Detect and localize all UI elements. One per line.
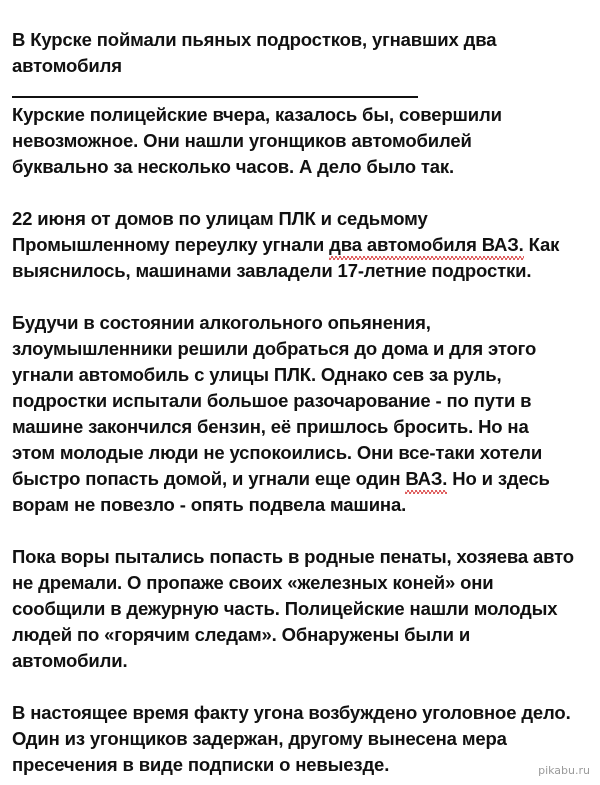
text-segment: Промышленному переулку угнали [12, 234, 330, 255]
paragraph-line [12, 232, 592, 258]
paragraph-line: Пока воры пытались попасть в родные пенаты, хозяева авто [12, 546, 574, 567]
site-watermark: pikabu.ru [538, 764, 590, 777]
paragraph-line: подростки испытали большое разочарование - по пути в [12, 390, 532, 411]
paragraph-line: пресечения в виде подписки о невыезде. [12, 754, 390, 775]
article-title [12, 27, 592, 79]
text-segment: Как [523, 234, 560, 255]
paragraph-line: невозможное. Они нашли угонщиков автомобилей [12, 130, 472, 151]
spellcheck-marked-text: ВАЗ. [405, 466, 447, 492]
paragraph-intro [12, 102, 592, 180]
paragraph-line: угнали автомобиль с улицы ПЛК. Однако сев за руль, [12, 364, 502, 385]
text-segment: быстро попасть домой, и угнали еще один [12, 468, 406, 489]
paragraph-line: сообщили в дежурную часть. Полицейские нашли молодых [12, 598, 558, 619]
title-line: автомобиля [12, 55, 122, 76]
paragraph-details [12, 310, 592, 518]
paragraph-line: людей по «горячим следам». Обнаружены были и [12, 624, 471, 645]
title-line: В Курске поймали пьяных подростков, угнавших два [12, 29, 497, 50]
paragraph-line: В настоящее время факту угона возбуждено уголовное дело. [12, 702, 571, 723]
paragraph-theft [12, 206, 592, 284]
paragraph-line: этом молодые люди не успокоились. Они все-таки хотели [12, 442, 543, 463]
paragraph-line: машине закончился бензин, её пришлось бросить. Но на [12, 416, 529, 437]
paragraph-line: буквально за несколько часов. А дело было так. [12, 156, 454, 177]
paragraph-line: злоумышленники решили добраться до дома и для этого [12, 338, 537, 359]
paragraph-line [12, 466, 592, 492]
paragraph-line: выяснилось, машинами завладели 17-летние подростки. [12, 260, 532, 281]
paragraph-line: Будучи в состоянии алкогольного опьянения, [12, 312, 431, 333]
paragraph-line: Курские полицейские вчера, казалось бы, совершили [12, 104, 502, 125]
paragraph-line: 22 июня от домов по улицам ПЛК и седьмому [12, 208, 428, 229]
paragraph-line: ворам не повезло - опять подвела машина. [12, 494, 407, 515]
paragraph-conclusion [12, 700, 592, 778]
paragraph-owners [12, 544, 592, 674]
paragraph-line: Один из угонщиков задержан, другому вынесена мера [12, 728, 507, 749]
paragraph-line: не дремали. О пропаже своих «железных коней» они [12, 572, 494, 593]
paragraph-line: автомобили. [12, 650, 128, 671]
text-segment: Но и здесь [447, 468, 550, 489]
title-divider [12, 96, 418, 98]
spellcheck-marked-text: два автомобиля ВАЗ. [329, 232, 524, 258]
